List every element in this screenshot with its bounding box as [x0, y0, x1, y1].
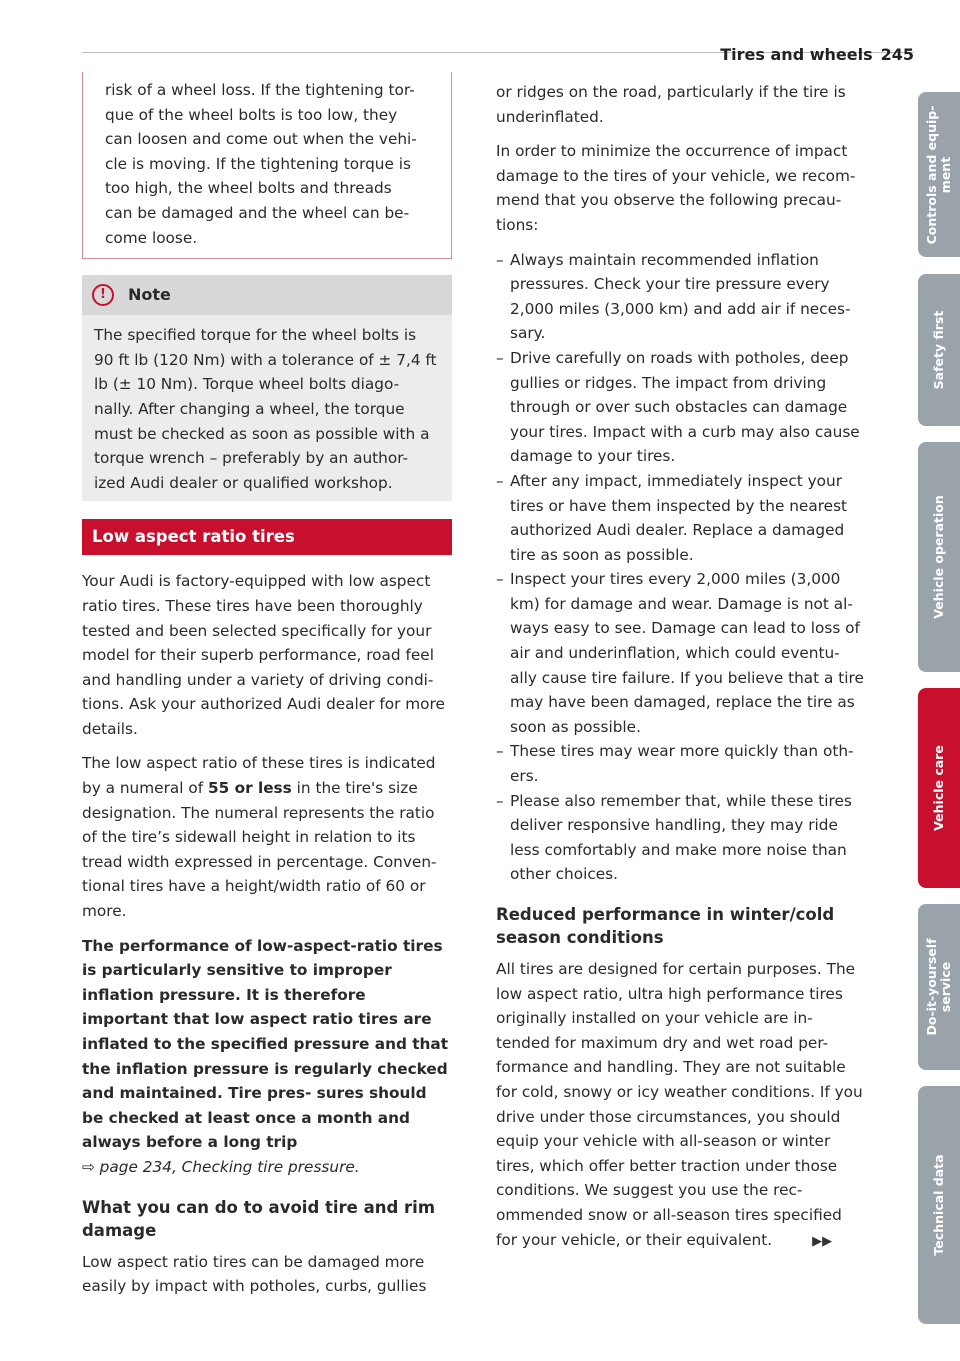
tab-label: Vehicle operation — [931, 495, 946, 619]
precaution-list — [496, 248, 866, 887]
page-number: 245 — [880, 45, 914, 64]
tab-label: Vehicle care — [931, 745, 946, 831]
note-header — [82, 275, 452, 315]
tab-label: Do-it-yourself service — [924, 938, 953, 1036]
paragraph-bold: 55 or less — [207, 779, 292, 798]
tab-label: Controls and equip- ment — [924, 105, 953, 244]
exclamation-icon: ! — [92, 284, 114, 306]
list-item: – Please also remember that, while these tires deliver responsive handling, they may ride less comfortably and make more noise than other choices. — [496, 789, 866, 887]
list-item: – These tires may wear more quickly than oth- ers. — [496, 739, 866, 788]
warning-line: too high, the wheel bolts and threads — [105, 179, 392, 198]
paragraph: or ridges on the road, particularly if the tire is underinflated. — [496, 83, 846, 126]
tab-vehicle-care[interactable] — [918, 688, 960, 888]
warning-line: can loosen and come out when the vehi- — [105, 130, 417, 149]
left-column — [82, 72, 452, 1309]
paragraph: Your Audi is factory-equipped with low aspect ratio tires. These tires have been thoroughly tested and been selected specifically for your model for their superb performance, road feel and handling under a variety of driving condi- tions. Ask your authorized Audi dealer for more details. — [82, 572, 445, 738]
tab-safety[interactable] — [918, 274, 960, 426]
paragraph — [496, 957, 866, 1254]
warning-line: can be damaged and the wheel can be- — [105, 203, 410, 222]
warning-line: cle is moving. If the tightening torque is — [105, 154, 411, 173]
note-title: Note — [128, 284, 171, 304]
bold-paragraph-text: The performance of low-aspect-ratio tires is particularly sensitive to improper inflation pressure. It is therefore important that low aspect ratio tires are inflated to the specified pressure and that the inflation pressure is regularly checked and maintained. Tire pres- sures should be checked at least once a month and always before a long trip — [82, 936, 449, 1152]
running-head — [720, 45, 914, 64]
tab-do-it-yourself[interactable] — [918, 904, 960, 1070]
paragraph: In order to minimize the occurrence of impact damage to the tires of your vehicle, we recom- mend that you observe the following precau- tions: — [496, 142, 856, 234]
tab-label: Technical data — [931, 1154, 946, 1256]
subsection-title: What you can do to avoid tire and rim damage — [82, 1197, 436, 1240]
continue-arrow-icon: ▶▶ — [812, 1233, 833, 1249]
warning-box — [82, 72, 452, 259]
list-item: – Always maintain recommended inflation pressures. Check your tire pressure every 2,000 miles (3,000 km) and add air if neces- sary. — [496, 248, 866, 346]
list-item: – Inspect your tires every 2,000 miles (3,000 km) for damage and wear. Damage is not al- ways easy to see. Damage can lead to loss of air and underinflation, which could eventu- ally cause tire failure. If you believe that a tire may have been damaged, replace the tire as soon as possible. — [496, 567, 866, 739]
bold-paragraph — [82, 934, 452, 1155]
tab-controls[interactable] — [918, 92, 960, 257]
page-reference: ⇨ page 234, Checking tire pressure. — [82, 1157, 360, 1176]
paragraph — [82, 751, 452, 923]
subsection-title: Reduced performance in winter/cold season conditions — [496, 905, 835, 947]
list-item: – After any impact, immediately inspect your tires or have them inspected by the nearest authorized Audi dealer. Replace a damaged tire as soon as possible. — [496, 469, 866, 567]
warning-line: que of the wheel bolts is too low, they — [105, 105, 398, 124]
list-item: – Drive carefully on roads with potholes, deep gullies or ridges. The impact from driving through or over such obstacles can damage your tires. Impact with a curb may also cause damage to your tires. — [496, 346, 866, 469]
paragraph-text: All tires are designed for certain purposes. The low aspect ratio, ultra high performance tires originally installed on your vehicle are in- tended for maximum dry and wet road per- formance and handling. They are not suitable for cold, snowy or icy weather conditions. If you drive under those circumstances, you should equip your vehicle with all-season or winter tires, which offer better traction under those conditions. We suggest you use the rec- ommended snow or all-season tires specified for your vehicle, or their equivalent. — [496, 960, 863, 1249]
section-title: Low aspect ratio tires — [82, 519, 452, 555]
paragraph-text: in the tire's size designation. The numeral represents the ratio of the tire’s sidewall height in relation to its tread width expressed in percentage. Conven- tional tires have a height/width ratio of 60 or more. — [82, 779, 437, 921]
right-column — [496, 80, 866, 1264]
warning-line: risk of a wheel loss. If the tightening tor- — [105, 81, 415, 99]
tab-technical-data[interactable] — [918, 1086, 960, 1324]
running-head-title: Tires and wheels — [720, 45, 873, 64]
warning-line: come loose. — [105, 228, 198, 247]
tab-label: Safety first — [931, 310, 946, 390]
note-body: The specified torque for the wheel bolts is 90 ft lb (120 Nm) with a tolerance of ± 7,4 ft lb (± 10 Nm). Torque wheel bolts diago- nally. After changing a wheel, the torque must be checked as soon as possible with a torque wrench – preferably by an author- ized Audi dealer or qualified workshop. — [82, 315, 452, 501]
tab-vehicle-operation[interactable] — [918, 442, 960, 672]
paragraph-text: The low aspect ratio of these tires is indicated by a numeral of — [82, 754, 436, 798]
paragraph: Low aspect ratio tires can be damaged more easily by impact with potholes, curbs, gullies — [82, 1252, 427, 1296]
